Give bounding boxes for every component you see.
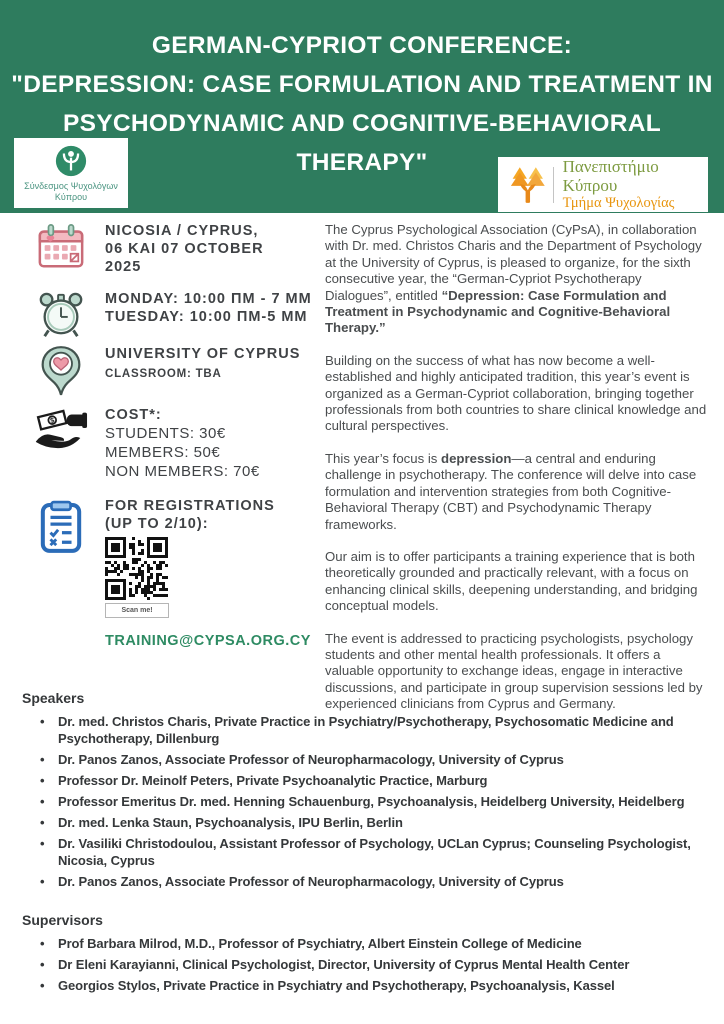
supervisors-section — [22, 912, 710, 998]
about-paragraph: Building on the success of what has now become a well-established and highly anticipated tradition, this year’s event is organized as a German-Cypriot collaboration, bringing together professionals from both countries to share clinical knowledge and cultural perspectives. — [325, 352, 707, 434]
registration-line2: (UP TO 2/10): — [105, 516, 209, 532]
alarm-clock-icon — [36, 290, 86, 340]
qr-code — [105, 537, 168, 600]
location-pin-heart-icon — [39, 345, 83, 397]
ucy-logo-line2: Τμήμα Ψυχολογίας — [562, 195, 675, 211]
cost-line: MEMBERS: 50€ — [105, 444, 221, 461]
logo-divider — [553, 167, 554, 203]
supervisor-item: • Georgios Stylos, Private Practice in Psychiatry and Psychotherapy, Psychoanalysis, Kassel — [22, 977, 710, 994]
venue-name: UNIVERSITY OF CYPRUS — [105, 346, 301, 362]
speaker-item: • Professor Emeritus Dr. med. Henning Schauenburg, Psychoanalysis, Heidelberg University, Heidelberg — [22, 793, 710, 810]
supervisors-heading: Supervisors — [22, 912, 103, 928]
speaker-item: • Dr. med. Lenka Staun, Psychoanalysis, IPU Berlin, Berlin — [22, 814, 710, 831]
date-location-row — [33, 222, 264, 276]
supervisors-list — [22, 935, 710, 994]
time-row — [33, 290, 312, 340]
supervisor-item: • Dr Eleni Karayianni, Clinical Psychologist, Director, University of Cyprus Mental Health Center — [22, 956, 710, 973]
date-location-line: NICOSIA / CYPRUS, — [105, 223, 259, 239]
registration-line1: FOR REGISTRATIONS — [105, 498, 275, 514]
calendar-icon — [36, 222, 86, 272]
speaker-item: • Dr. Panos Zanos, Associate Professor of Neuropharmacology, University of Cyprus — [22, 873, 710, 890]
cost-row — [33, 406, 260, 481]
money-hand-icon — [34, 406, 88, 452]
cypsa-logo-line1: Σύνδεσμος Ψυχολόγων — [24, 180, 118, 191]
ucy-trees-icon — [510, 164, 546, 206]
speakers-heading: Speakers — [22, 690, 85, 706]
registration-row — [33, 497, 311, 650]
time-text — [105, 290, 312, 326]
registration-text — [105, 497, 311, 650]
registration-email-link[interactable]: TRAINING@CYPSA.ORG.CY — [105, 633, 311, 649]
cost-line: STUDENTS: 30€ — [105, 425, 226, 442]
speaker-item: • Dr. Vasiliki Christodoulou, Assistant Professor of Psychology, UCLan Cyprus; Counseling Psychologist, Nicosia, Cyprus — [22, 835, 710, 869]
cost-text — [105, 406, 260, 481]
cost-lines — [105, 424, 260, 481]
about-section — [325, 222, 709, 729]
venue-row — [33, 345, 300, 397]
venue-classroom: CLASSROOM: TBA — [105, 368, 222, 380]
date-location-text — [105, 222, 264, 276]
qr-caption: Scan me! — [105, 603, 169, 618]
conference-title-line: GERMAN-CYPRIOT CONFERENCE: — [151, 32, 573, 59]
about-paragraph: This year’s focus is depression—a central and enduring challenge in psychotherapy. The conference will delve into case formulation and intervention strategies from both Cognitive-Behavioral Therapy (CBT) and Psychodynamic Therapy frameworks. — [325, 450, 697, 532]
conference-title-line: THERAPY" — [296, 149, 428, 176]
date-location-line: 06 KAI 07 OCTOBER — [105, 241, 264, 257]
cypsa-logo — [14, 138, 128, 208]
conference-title-line: "DEPRESSION: CASE FORMULATION AND TREATMENT IN — [11, 71, 713, 98]
cost-line: NON MEMBERS: 70€ — [105, 463, 260, 480]
supervisor-item: • Prof Barbara Milrod, M.D., Professor of Psychiatry, Albert Einstein College of Medicine — [22, 935, 710, 952]
time-line: MONDAY: 10:00 ΠΜ - 7 ΜΜ — [105, 291, 312, 307]
cypsa-psi-icon — [54, 144, 88, 178]
clipboard-checklist-icon — [39, 497, 83, 555]
date-location-line: 2025 — [105, 259, 142, 275]
svg-text:$: $ — [49, 415, 56, 426]
speakers-list — [22, 713, 710, 890]
time-line: TUESDAY: 10:00 ΠΜ-5 ΜΜ — [105, 309, 308, 325]
about-paragraph: Our aim is to offer participants a training experience that is both theoretically grounded and practically relevant, with a focus on enhancing clinical skills, deepening understanding, and bridging conceptual models. — [325, 548, 698, 614]
speaker-item: • Dr. med. Christos Charis, Private Practice in Psychiatry/Psychotherapy, Psychosomatic Medicine and Psychotherapy, Dillenburg — [22, 713, 710, 747]
cypsa-logo-line2: Κύπρου — [54, 191, 88, 202]
cypsa-logo-text — [24, 181, 118, 203]
about-paragraph: The Cyprus Psychological Association (CyPsA), in collaboration with Dr. med. Christos Charis and the Department of Psychology at the University of Cyprus, is pleased to organize, for the sixth consecutive year, the “German-Cypriot Psychotherapy Dialogues”, entitled “Depression: Case Formulation and Treatment in Psychodynamic and Cognitive-Behavioral Therapy.” — [325, 222, 702, 336]
ucy-logo-line1: Πανεπιστήμιο Κύπρου — [562, 157, 659, 195]
cost-label: COST*: — [105, 407, 162, 423]
ucy-logo-text — [563, 157, 708, 212]
about-paragraph: The event is addressed to practicing psychologists, psychology students and other mental health professionals. It offers a valuable opportunity to exchange ideas, engage in interactive discussions, and participate in group supervision sessions led by experienced clinicians from Cyprus and Germany. — [325, 630, 703, 712]
venue-text — [105, 345, 300, 381]
conference-title-line: PSYCHODYNAMIC AND COGNITIVE-BEHAVIORAL — [62, 110, 662, 137]
ucy-logo — [498, 157, 708, 212]
speakers-section — [22, 690, 710, 894]
speaker-item: • Professor Dr. Meinolf Peters, Private Psychoanalytic Practice, Marburg — [22, 772, 710, 789]
speaker-item: • Dr. Panos Zanos, Associate Professor of Neuropharmacology, University of Cyprus — [22, 751, 710, 768]
